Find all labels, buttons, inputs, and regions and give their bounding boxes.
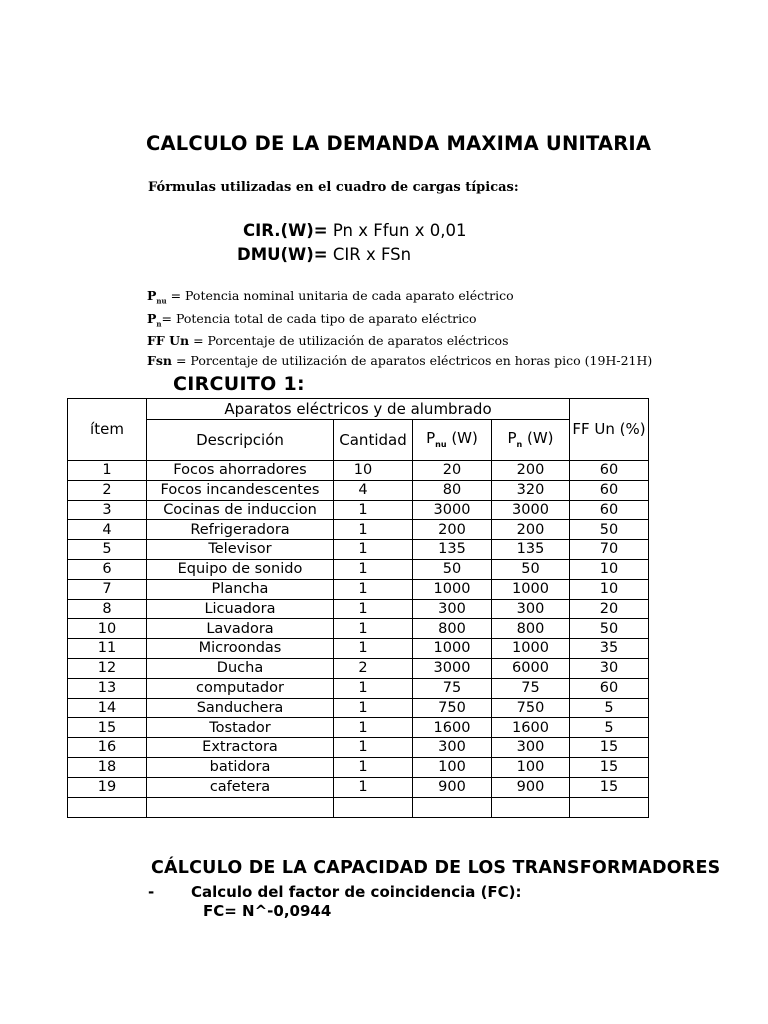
cell-item: 10 [68, 619, 147, 639]
cell-quantity: 1 [334, 777, 413, 797]
header-pn [492, 420, 570, 461]
table-row [68, 619, 649, 639]
header-pn-symbol: P [507, 429, 517, 447]
header-pnu [413, 420, 492, 461]
formula-dmu [237, 245, 411, 264]
bullet-dash: - [148, 883, 155, 901]
table-row [68, 520, 649, 540]
cell-ffun: 15 [570, 757, 649, 777]
cell-item: 8 [68, 599, 147, 619]
cell-quantity: 1 [334, 599, 413, 619]
cell-description: Ducha [147, 658, 334, 678]
cell-ffun: 60 [570, 500, 649, 520]
cell-pn: 750 [492, 698, 570, 718]
cell-pnu: 900 [413, 777, 492, 797]
definition-symbol: P [147, 311, 157, 326]
cell-pnu: 800 [413, 619, 492, 639]
header-pn-unit: (W) [522, 429, 554, 447]
cell-quantity: 10 [334, 461, 413, 481]
cell-pn: 1000 [492, 639, 570, 659]
definition-fsn [147, 353, 652, 368]
definition-text: = Potencia total de cada tipo de aparato eléctrico [161, 311, 477, 326]
cell-item: 11 [68, 639, 147, 659]
definition-text: = Potencia nominal unitaria de cada aparato eléctrico [166, 288, 514, 303]
table-body [68, 461, 649, 818]
cell-empty [147, 797, 334, 817]
cell-pnu: 3000 [413, 500, 492, 520]
cell-pn: 3000 [492, 500, 570, 520]
header-ffun: FF Un (%) [570, 399, 649, 461]
table-row [68, 559, 649, 579]
cell-item: 12 [68, 658, 147, 678]
cell-description: cafetera [147, 777, 334, 797]
cell-empty [413, 797, 492, 817]
header-pn-subscript: n [516, 440, 523, 449]
table-row [68, 500, 649, 520]
cell-ffun: 10 [570, 559, 649, 579]
cell-item: 14 [68, 698, 147, 718]
cell-pn: 200 [492, 461, 570, 481]
table-row-empty [68, 797, 649, 817]
cell-pn: 900 [492, 777, 570, 797]
cell-description: Sanduchera [147, 698, 334, 718]
cell-quantity: 1 [334, 639, 413, 659]
cell-item: 1 [68, 461, 147, 481]
table-row [68, 461, 649, 481]
definition-symbol: Fsn [147, 353, 172, 368]
cell-pn: 200 [492, 520, 570, 540]
cell-description: Focos incandescentes [147, 480, 334, 500]
table-row [68, 480, 649, 500]
cell-ffun: 15 [570, 738, 649, 758]
cell-item: 4 [68, 520, 147, 540]
cell-quantity: 1 [334, 619, 413, 639]
table-row [68, 658, 649, 678]
cell-ffun: 35 [570, 639, 649, 659]
cell-quantity: 1 [334, 559, 413, 579]
cell-pnu: 3000 [413, 658, 492, 678]
table-row [68, 540, 649, 560]
cell-quantity: 1 [334, 500, 413, 520]
definition-subscript: n [156, 319, 162, 329]
table-row [68, 738, 649, 758]
cell-pnu: 20 [413, 461, 492, 481]
table-row [68, 718, 649, 738]
table-row [68, 678, 649, 698]
cell-description: Equipo de sonido [147, 559, 334, 579]
formula-dmu-expr: CIR x FSn [332, 245, 412, 264]
cell-item: 6 [68, 559, 147, 579]
cell-pnu: 100 [413, 757, 492, 777]
definition-pnu [147, 288, 514, 306]
header-group: Aparatos eléctricos y de alumbrado [147, 399, 570, 420]
loads-table [67, 398, 649, 818]
cell-quantity: 1 [334, 579, 413, 599]
header-description: Descripción [147, 420, 334, 461]
cell-description: batidora [147, 757, 334, 777]
cell-pnu: 1000 [413, 579, 492, 599]
cell-ffun: 60 [570, 480, 649, 500]
cell-pnu: 750 [413, 698, 492, 718]
cell-ffun: 5 [570, 698, 649, 718]
cell-pn: 320 [492, 480, 570, 500]
cell-pn: 75 [492, 678, 570, 698]
cell-quantity: 1 [334, 698, 413, 718]
cell-quantity: 2 [334, 658, 413, 678]
cell-pnu: 80 [413, 480, 492, 500]
formula-dmu-label: DMU(W)= [237, 245, 328, 264]
cell-pnu: 1600 [413, 718, 492, 738]
cell-description: Microondas [147, 639, 334, 659]
cell-description: Televisor [147, 540, 334, 560]
cell-empty [492, 797, 570, 817]
cell-description: Cocinas de induccion [147, 500, 334, 520]
cell-pnu: 200 [413, 520, 492, 540]
definition-symbol: FF Un [147, 333, 190, 348]
cell-pn: 1600 [492, 718, 570, 738]
cell-item: 7 [68, 579, 147, 599]
cell-empty [68, 797, 147, 817]
cell-quantity: 4 [334, 480, 413, 500]
cell-ffun: 30 [570, 658, 649, 678]
header-quantity: Cantidad [334, 420, 413, 461]
cell-item: 18 [68, 757, 147, 777]
header-pnu-symbol: P [426, 429, 436, 447]
cell-description: Plancha [147, 579, 334, 599]
cell-description: Lavadora [147, 619, 334, 639]
definition-subscript: nu [156, 296, 167, 306]
cell-quantity: 1 [334, 678, 413, 698]
definition-pn [147, 311, 477, 329]
table-row [68, 757, 649, 777]
cell-ffun: 50 [570, 619, 649, 639]
definition-ffun [147, 333, 509, 348]
cell-pn: 1000 [492, 579, 570, 599]
definition-text: = Porcentaje de utilización de aparatos eléctricos [189, 333, 509, 348]
cell-empty [570, 797, 649, 817]
formulas-heading: Fórmulas utilizadas en el cuadro de cargas típicas: [148, 180, 519, 195]
cell-pn: 6000 [492, 658, 570, 678]
cell-quantity: 1 [334, 718, 413, 738]
cell-pn: 300 [492, 738, 570, 758]
formula-cir-expr: Pn x Ffun x 0,01 [332, 221, 467, 240]
cell-quantity: 1 [334, 757, 413, 777]
cell-description: computador [147, 678, 334, 698]
table-row [68, 579, 649, 599]
cell-pnu: 300 [413, 599, 492, 619]
cell-pn: 100 [492, 757, 570, 777]
header-pnu-subscript: nu [435, 440, 447, 449]
page-title: CALCULO DE LA DEMANDA MAXIMA UNITARIA [146, 132, 652, 155]
definition-symbol: P [147, 288, 157, 303]
cell-ffun: 10 [570, 579, 649, 599]
table-row [68, 599, 649, 619]
cell-pnu: 50 [413, 559, 492, 579]
cell-item: 16 [68, 738, 147, 758]
cell-description: Licuadora [147, 599, 334, 619]
fc-heading: Calculo del factor de coincidencia (FC): [191, 883, 522, 901]
fc-formula: FC= N^-0,0944 [203, 902, 332, 920]
circuit-title: CIRCUITO 1: [173, 373, 305, 395]
header-item: ítem [68, 399, 147, 461]
cell-empty [334, 797, 413, 817]
cell-item: 13 [68, 678, 147, 698]
cell-ffun: 20 [570, 599, 649, 619]
definition-text: = Porcentaje de utilización de aparatos eléctricos en horas pico (19H-21H) [172, 353, 653, 368]
formula-cir-label: CIR.(W)= [243, 221, 328, 240]
formula-cir [243, 221, 466, 240]
cell-item: 3 [68, 500, 147, 520]
cell-item: 15 [68, 718, 147, 738]
cell-ffun: 70 [570, 540, 649, 560]
cell-item: 19 [68, 777, 147, 797]
cell-pn: 50 [492, 559, 570, 579]
section-title-transformers: CÁLCULO DE LA CAPACIDAD DE LOS TRANSFORMADORES [151, 858, 721, 878]
cell-quantity: 1 [334, 738, 413, 758]
cell-description: Extractora [147, 738, 334, 758]
cell-pn: 135 [492, 540, 570, 560]
cell-ffun: 60 [570, 461, 649, 481]
cell-pn: 300 [492, 599, 570, 619]
header-pnu-unit: (W) [446, 429, 478, 447]
cell-pn: 800 [492, 619, 570, 639]
cell-ffun: 15 [570, 777, 649, 797]
table-row [68, 698, 649, 718]
table-row [68, 639, 649, 659]
cell-quantity: 1 [334, 540, 413, 560]
cell-ffun: 50 [570, 520, 649, 540]
cell-item: 2 [68, 480, 147, 500]
cell-ffun: 60 [570, 678, 649, 698]
cell-description: Refrigeradora [147, 520, 334, 540]
cell-pnu: 135 [413, 540, 492, 560]
cell-pnu: 300 [413, 738, 492, 758]
cell-description: Tostador [147, 718, 334, 738]
cell-item: 5 [68, 540, 147, 560]
cell-description: Focos ahorradores [147, 461, 334, 481]
cell-ffun: 5 [570, 718, 649, 738]
cell-pnu: 1000 [413, 639, 492, 659]
table-row [68, 777, 649, 797]
cell-pnu: 75 [413, 678, 492, 698]
cell-quantity: 1 [334, 520, 413, 540]
